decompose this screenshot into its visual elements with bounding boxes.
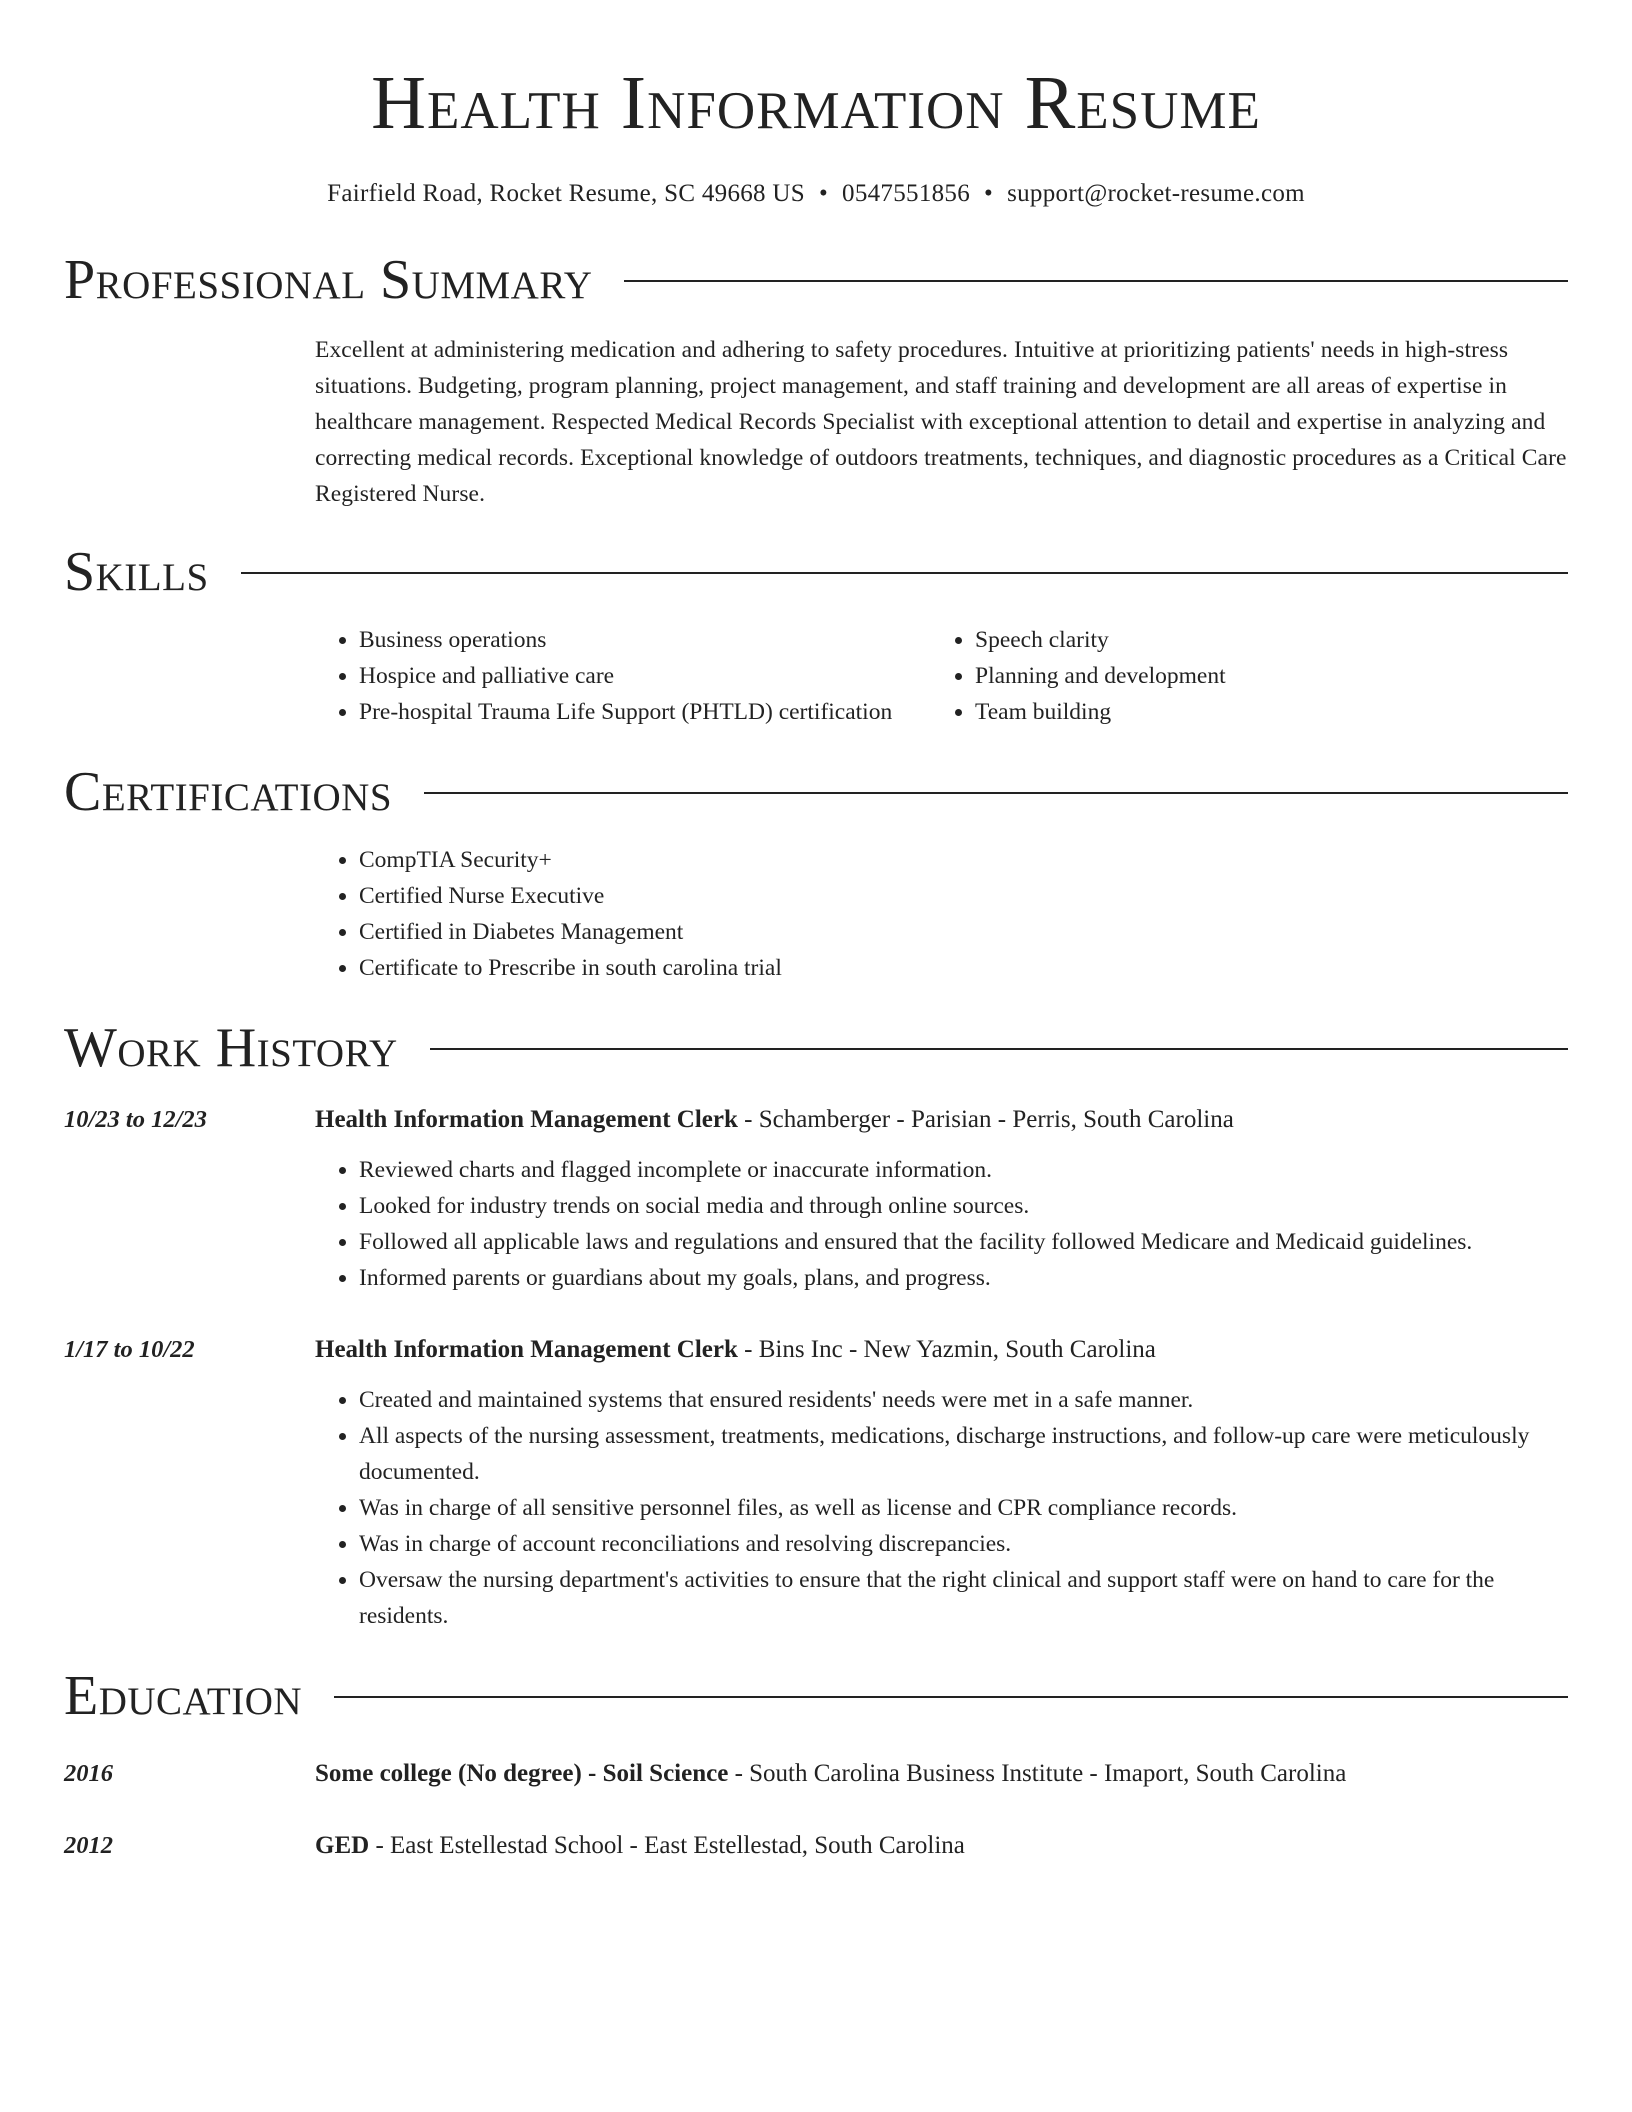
certifications-list (315, 842, 1568, 986)
education-section-header (64, 1664, 1568, 1728)
section-divider (424, 792, 1568, 794)
certification-item: • Certificate to Prescribe in south carolina trial (359, 950, 1568, 986)
work-bullet: • Looked for industry trends on social media and through online sources. (359, 1188, 1568, 1224)
education-headline (315, 1828, 1568, 1864)
work-bullets (315, 1152, 1568, 1296)
work-dates: 10/23 to 12/23 (64, 1106, 207, 1133)
skills-section-header (64, 540, 1568, 604)
job-title: Health Information Management Clerk (315, 1336, 738, 1363)
certifications-section-header (64, 760, 1568, 824)
employer-location: - Schamberger - Parisian - Perris, South Carolina (737, 1106, 1234, 1133)
separator-dot: • (984, 180, 994, 207)
job-title: Health Information Management Clerk (315, 1106, 738, 1133)
work-history-section-header (64, 1016, 1568, 1080)
section-divider (430, 1048, 1568, 1050)
work-bullet: • Followed all applicable laws and regulations and ensured that the facility followed Medicare and Medicaid guidelines. (359, 1224, 1568, 1260)
section-divider (241, 572, 1568, 574)
separator-dot: • (818, 180, 829, 207)
certification-item: • CompTIA Security+ (359, 842, 1568, 878)
contact-email: support@rocket-resume.com (1007, 180, 1305, 207)
work-bullets (315, 1382, 1568, 1634)
summary-text: Excellent at administering medication and adhering to safety procedures. Intuitive at prioritizing patients' needs in high-stress situations. Budgeting, program planning, project management, and staff training and development are all areas of expertise in healthcare management. Respected Medical Records Specialist with exceptional attention to detail and expertise in analyzing and correcting medical records. Exceptional knowledge of outdoors treatments, techniques, and diagnostic procedures as a Critical Care Registered Nurse. (315, 337, 1567, 507)
section-divider (624, 280, 1568, 282)
work-dates: 1/17 to 10/22 (64, 1336, 195, 1363)
skill-item: • Business operations (359, 622, 931, 658)
work-entry (64, 1332, 1568, 1634)
skills-column-2 (931, 622, 1226, 730)
certification-item: • Certified in Diabetes Management (359, 914, 1568, 950)
education-headline (315, 1756, 1568, 1792)
school-location: - South Carolina Business Institute - Imaport, South Carolina (728, 1760, 1347, 1787)
degree: GED (315, 1832, 370, 1859)
school-location: - East Estellestad School - East Estellestad, South Carolina (369, 1832, 965, 1859)
skills-heading: Skills (64, 541, 209, 603)
work-bullet: • Informed parents or guardians about my goals, plans, and progress. (359, 1260, 1568, 1296)
education-year: 2016 (64, 1760, 113, 1787)
education-year: 2012 (64, 1832, 113, 1859)
certification-item: • Certified Nurse Executive (359, 878, 1568, 914)
work-history-heading: Work History (64, 1017, 398, 1079)
summary-heading: Professional Summary (64, 249, 593, 311)
skill-item: • Team building (975, 694, 1226, 730)
skill-item: • Pre-hospital Trauma Life Support (PHTLD) certification (359, 694, 931, 730)
skills-column-1 (315, 622, 931, 730)
work-bullet: • Was in charge of all sensitive personnel files, as well as license and CPR compliance records. (359, 1490, 1568, 1526)
work-bullet: • All aspects of the nursing assessment, treatments, medications, discharge instructions, and follow-up care were meticulously documented. (359, 1418, 1568, 1490)
work-headline (315, 1332, 1568, 1368)
skill-item: • Hospice and palliative care (359, 658, 931, 694)
work-headline (315, 1102, 1568, 1138)
education-heading: Education (64, 1665, 303, 1727)
work-bullet: • Was in charge of account reconciliations and resolving discrepancies. (359, 1526, 1568, 1562)
skill-item: • Planning and development (975, 658, 1226, 694)
work-bullet: • Reviewed charts and flagged incomplete or inaccurate information. (359, 1152, 1568, 1188)
work-entry (64, 1102, 1568, 1296)
work-bullet: • Oversaw the nursing department's activities to ensure that the right clinical and support staff were on hand to care for the residents. (359, 1562, 1568, 1634)
degree: Some college (No degree) - Soil Science (315, 1760, 729, 1787)
skills-list (315, 622, 1568, 730)
work-bullet: • Created and maintained systems that ensured residents' needs were met in a safe manner. (359, 1382, 1568, 1418)
certifications-heading: Certifications (64, 761, 393, 823)
skill-item: • Speech clarity (975, 622, 1226, 658)
summary-section-header (64, 248, 1568, 312)
education-entry (64, 1828, 1568, 1864)
contact-line (64, 178, 1568, 210)
contact-phone: 0547551856 (842, 180, 971, 207)
resume-title: Health Information Resume (371, 61, 1261, 145)
section-divider (334, 1696, 1568, 1698)
contact-address: Fairfield Road, Rocket Resume, SC 49668 US (327, 180, 805, 207)
education-entry (64, 1756, 1568, 1792)
employer-location: - Bins Inc - New Yazmin, South Carolina (737, 1336, 1156, 1363)
